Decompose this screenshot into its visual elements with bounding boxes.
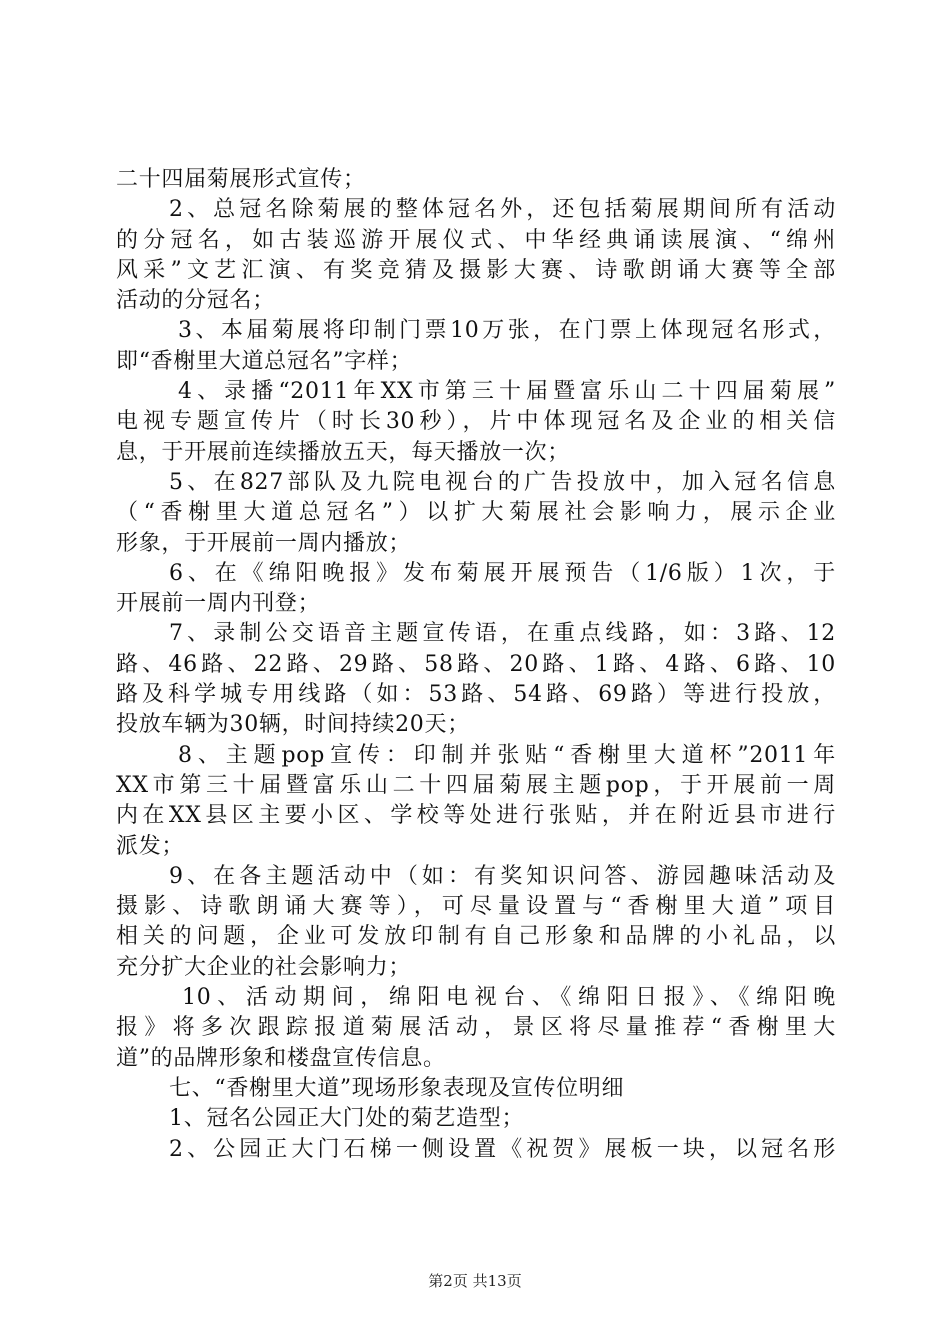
text-line: 相关的问题，企业可发放印制有自己形象和品牌的小礼品，以 <box>116 924 836 950</box>
text-line: 报》将多次跟踪报道菊展活动，景区将尽量推荐“香榭里大 <box>116 1015 836 1041</box>
text-line: 10、活动期间，绵阳电视台、《绵阳日报》、《绵阳晚 <box>182 985 836 1011</box>
text-line: 风采”文艺汇演、有奖竞猜及摄影大赛、诗歌朗诵大赛等全部 <box>116 257 836 283</box>
text-line: 路及科学城专用线路（如：53路、54路、69路）等进行投放， <box>116 682 836 708</box>
text-line: 开展前一周内刊登； <box>116 591 321 617</box>
text-line: 2、公园正大门石梯一侧设置《祝贺》展板一块，以冠名形 <box>169 1136 836 1162</box>
text-line: 4、录播“2011年XX市第三十届暨富乐山二十四届菊展” <box>178 379 836 405</box>
section-heading: 七、“香榭里大道”现场形象表现及宣传位明细 <box>169 1075 625 1101</box>
document-body <box>116 165 836 1165</box>
text-line: 形象，于开展前一周内播放； <box>116 530 412 556</box>
text-line: 投放车辆为30辆，时间持续20天； <box>116 712 470 738</box>
text-line: 内在XX县区主要小区、学校等处进行张贴，并在附近县市进行 <box>116 803 836 829</box>
text-line: 6、在《绵阳晚报》发布菊展开展预告（1/6版）1次，于 <box>169 560 836 586</box>
text-line: 息，于开展前连续播放五天，每天播放一次； <box>116 439 571 465</box>
text-line: 5、在827部队及九院电视台的广告投放中，加入冠名信息 <box>169 469 836 495</box>
text-line: 摄影、诗歌朗诵大赛等），可尽量设置与“香榭里大道”项目 <box>116 894 836 920</box>
text-line: XX市第三十届暨富乐山二十四届菊展主题pop，于开展前一周 <box>116 772 836 798</box>
text-line: （“香榭里大道总冠名”）以扩大菊展社会影响力，展示企业 <box>116 500 836 526</box>
page-footer: 第2页 共13页 <box>428 1272 522 1290</box>
text-line: 即“香榭里大道总冠名”字样； <box>116 348 413 374</box>
text-line: 的分冠名，如古装巡游开展仪式、中华经典诵读展演、“绵州 <box>116 227 836 253</box>
text-line: 派发； <box>116 833 185 859</box>
text-line: 1、冠名公园正大门处的菊艺造型； <box>169 1106 525 1132</box>
text-line: 二十四届菊展形式宣传； <box>116 167 366 192</box>
text-line: 电视专题宣传片（时长30秒），片中体现冠名及企业的相关信 <box>116 409 836 435</box>
text-line: 路、46路、22路、29路、58路、20路、1路、4路、6路、10 <box>116 651 836 677</box>
text-line: 9、在各主题活动中（如：有奖知识问答、游园趣味活动及 <box>169 863 836 889</box>
text-line: 道”的品牌形象和楼盘宣传信息。 <box>116 1045 446 1071</box>
text-line: 3、本届菊展将印制门票10万张，在门票上体现冠名形式， <box>178 318 836 344</box>
text-line: 7、录制公交语音主题宣传语，在重点线路，如：3路、12 <box>169 621 836 647</box>
text-line: 2、总冠名除菊展的整体冠名外，还包括菊展期间所有活动 <box>169 197 836 223</box>
text-line: 充分扩大企业的社会影响力； <box>116 954 412 980</box>
text-line: 8、主题pop宣传：印制并张贴“香榭里大道杯”2011年 <box>178 742 836 768</box>
text-line: 活动的分冠名； <box>116 288 275 314</box>
